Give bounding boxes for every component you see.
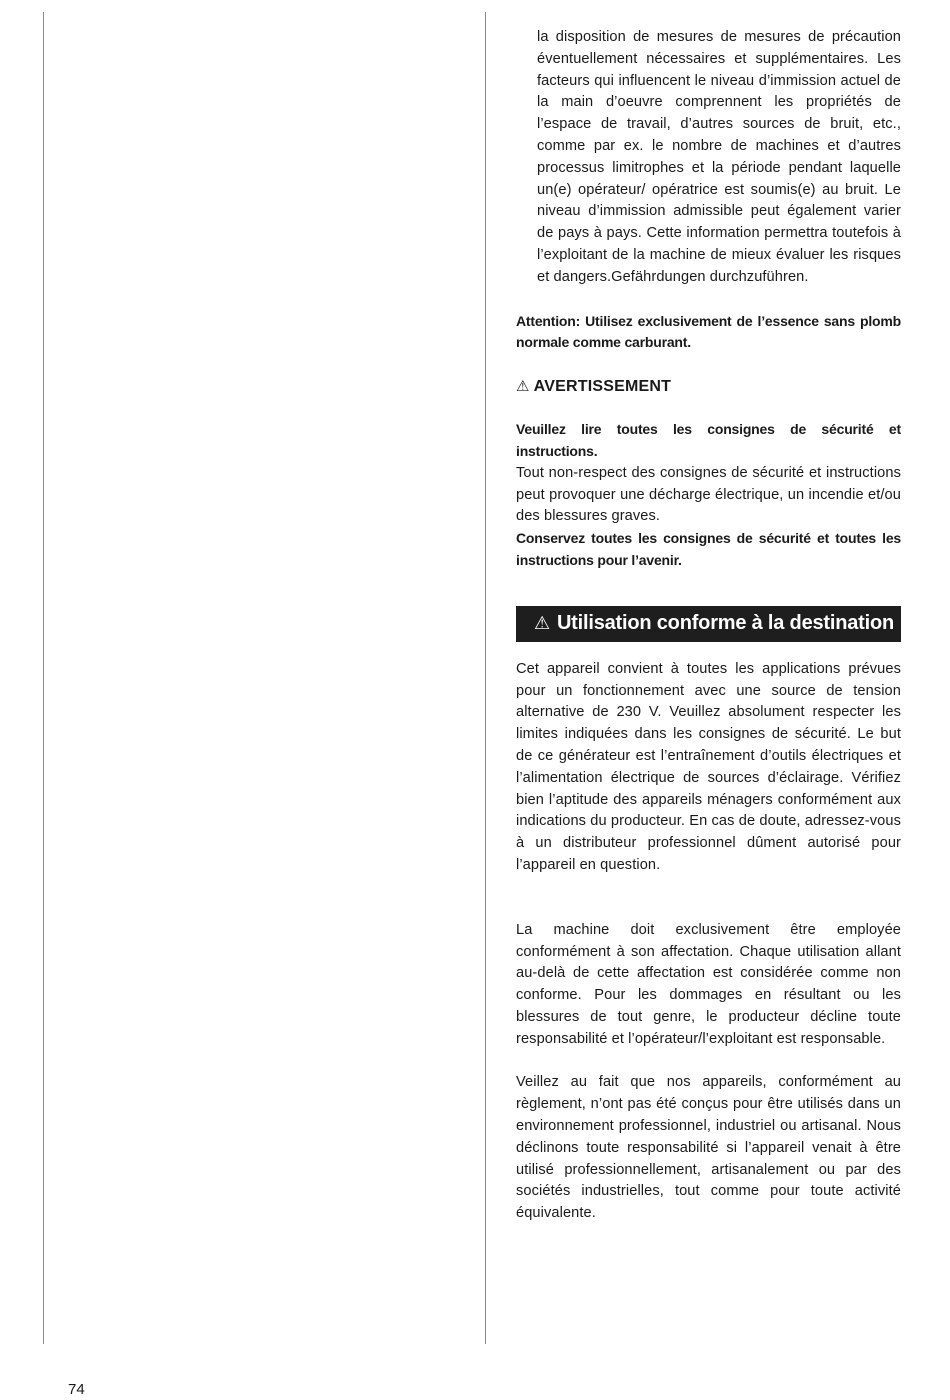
noise-continuation-paragraph: la disposition de mesures de mesures de précaution éventuellement nécessaires et supplémentaires. Les facteurs qui influencent le niveau d’immission actuel de la main d’oeuvre comprennent les propriétés de l’espace de travail, d’autres sources de bruit, etc., comme par ex. le nombre de machines et d’autres processus limitrophes et la période pendant laquelle un(e) opérateur/ opératrice est soumis(e) au bruit. Le niveau d’immission admissible peut également varier de pays à pays. Cette information permettra toutefois à l’exploitant de la machine de mieux évaluer les risques et dangers.Gefährdungen durchzuführen. (537, 29, 901, 285)
intended-use-paragraph-1: Cet appareil convient à toutes les applications prévues pour un fonctionnement avec une source de tension alternative de 230 V. Veuillez absolument respecter les limites indiquées dans les consignes de sécurité. Le but de ce générateur est l’entraînement d’outils électriques et l’alimentation électrique de sources d’éclairage. Vérifiez bien l’aptitude des appareils ménagers conformément aux indications du producteur. En cas de doute, adressez-vous à un distributeur professionnel dûment autorisé pour l’appareil en question. (516, 660, 901, 873)
warning-bold-outro: Conservez toutes les consignes de sécurité et toutes les instructions pour l’avenir. (516, 530, 901, 568)
warning-heading (516, 376, 901, 398)
intended-use-paragraph-3: Veillez au fait que nos appareils, conformément au règlement, n’ont pas été conçus pour être utilisés dans un environnement professionnel, industriel ou artisanal. Nous déclinons toute responsabilité si l’appareil venait à être utilisé professionnellement, artisanalement ou par des sociétés industrielles, tout comme pour toute activité équivalente. (516, 1074, 901, 1222)
warning-title: AVERTISSEMENT (533, 378, 672, 396)
right-text-column (516, 27, 901, 1225)
warning-block (516, 419, 901, 572)
section-title: Utilisation conforme à la destination (556, 612, 895, 635)
warning-body: Tout non-respect des consignes de sécurité et instructions peut provoquer une décharge électrique, un incendie et/ou des blessures graves. (516, 464, 901, 525)
left-margin-rule (43, 12, 44, 1344)
warning-triangle-icon: ⚠ (516, 378, 530, 396)
page-number: 74 (68, 1381, 85, 1398)
warning-bold-intro: Veuillez lire toutes les consignes de sécurité et instructions. (516, 421, 901, 459)
intended-use-paragraph-2: La machine doit exclusivement être employée conformément à son affectation. Chaque utilisation allant au-delà de cette affectation est considérée comme non conforme. Pour les dommages en résultant ou les blessures de tout genre, le producteur décline toute responsabilité et l’opérateur/l’exploitant est responsable. (516, 921, 901, 1047)
section-heading-banner (516, 606, 901, 642)
column-divider-rule (485, 12, 486, 1344)
warning-triangle-icon: ⚠ (534, 613, 550, 634)
attention-note: Attention: Utilisez exclusivement de l’essence sans plomb normale comme carburant. (516, 312, 901, 351)
